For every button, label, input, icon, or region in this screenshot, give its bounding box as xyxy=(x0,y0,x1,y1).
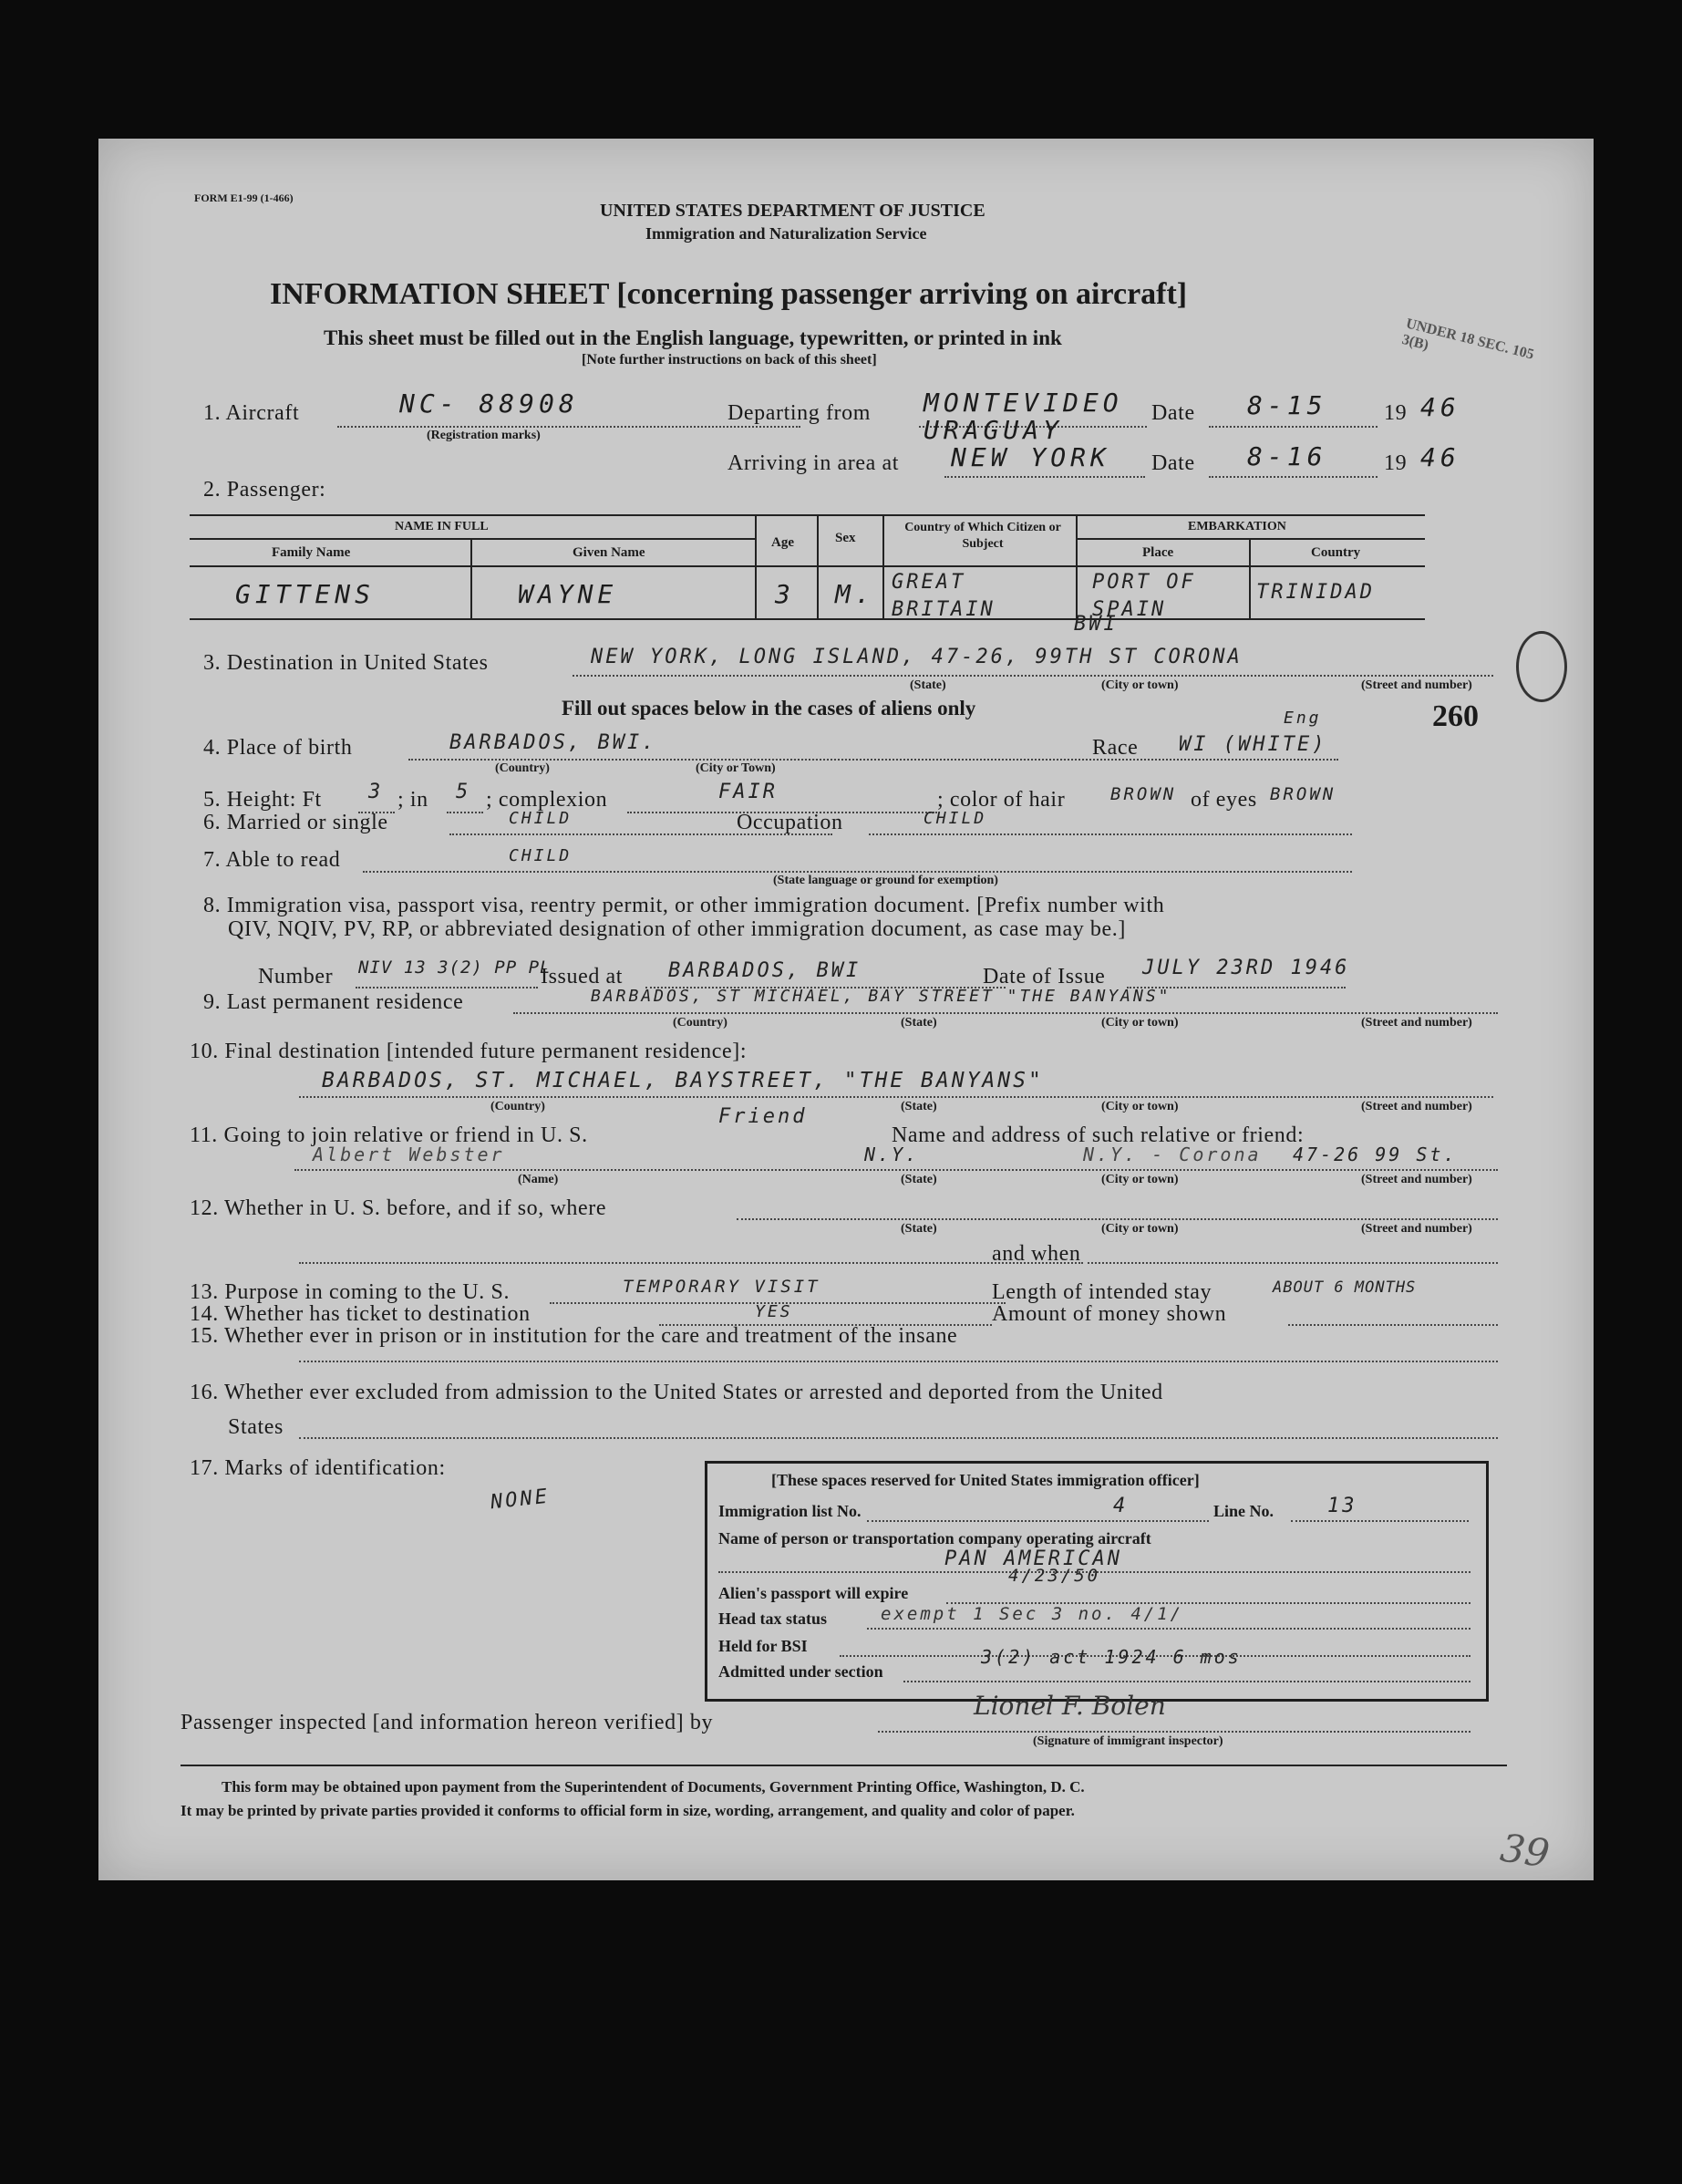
eyes-label: of eyes xyxy=(1191,788,1257,812)
purpose-value: TEMPORARY VISIT xyxy=(623,1277,820,1297)
service-heading: Immigration and Naturalization Service xyxy=(645,224,927,243)
complexion-label: ; complexion xyxy=(486,788,608,812)
birth-country-caption: (Country) xyxy=(495,761,550,775)
last-residence-label: 9. Last permanent residence xyxy=(203,990,464,1014)
list-no: 4 xyxy=(1113,1495,1129,1517)
lr-street-caption: (Street and number) xyxy=(1361,1016,1472,1030)
name-in-full-header: NAME IN FULL xyxy=(395,520,489,533)
height-label: 5. Height: Ft xyxy=(203,788,322,812)
embarkation-header: EMBARKATION xyxy=(1188,520,1286,533)
destination-value: NEW YORK, LONG ISLAND, 47-26, 99TH ST CORONA xyxy=(591,646,1243,668)
arriving-value: NEW YORK xyxy=(951,442,1110,472)
read-caption: (State language or ground for exemption) xyxy=(773,874,998,887)
lr-state-caption: (State) xyxy=(901,1016,937,1030)
visa-label-2: QIV, NQIV, PV, RP, or abbreviated designation of other immigration document, as case may be.] xyxy=(228,917,1126,941)
join-state: N.Y. xyxy=(864,1144,920,1165)
form-title: INFORMATION SHEET [concerning passenger arriving on aircraft] xyxy=(270,277,1188,311)
passport-label: Alien's passport will expire xyxy=(718,1584,909,1602)
age-header: Age xyxy=(771,535,794,550)
hair-value: BROWN xyxy=(1110,784,1177,804)
prison-label: 15. Whether ever in prison or in institution for the care and treatment of the insane xyxy=(190,1324,958,1348)
family-name-value: GITTENS xyxy=(235,579,376,609)
aliens-heading: Fill out spaces below in the cases of aliens only xyxy=(562,697,976,719)
money-label: Amount of money shown xyxy=(992,1302,1227,1326)
married-label: 6. Married or single xyxy=(203,811,388,834)
lr-country-caption: (Country) xyxy=(673,1016,727,1030)
height-in: 5 xyxy=(456,781,471,803)
depart-year-prefix: 19 xyxy=(1384,401,1408,425)
join-street-caption: (Street and number) xyxy=(1361,1173,1472,1186)
departing-label: Departing from xyxy=(727,401,872,425)
arrive-year: 46 xyxy=(1420,442,1460,472)
occupation-label: Occupation xyxy=(737,811,843,834)
married-value: CHILD xyxy=(509,809,573,828)
departing-value: MONTEVIDEO URAGUAY xyxy=(924,388,1123,445)
excluded-label-2: States xyxy=(228,1415,284,1439)
visa-date-label: Date of Issue xyxy=(983,965,1106,988)
ticket-label: 14. Whether has ticket to destination xyxy=(190,1302,531,1326)
page-number: 260 xyxy=(1432,699,1479,733)
arriving-label: Arriving in area at xyxy=(727,451,899,475)
dest-city-caption: (City or town) xyxy=(1101,678,1179,692)
eyes-value: BROWN xyxy=(1270,784,1336,804)
form-note: [Note further instructions on back of this sheet] xyxy=(582,352,877,367)
stay-value: ABOUT 6 MONTHS xyxy=(1273,1278,1417,1297)
passenger-label: 2. Passenger: xyxy=(203,478,326,502)
before-state-caption: (State) xyxy=(901,1222,937,1236)
list-label: Immigration list No. xyxy=(718,1502,862,1520)
arrive-date: 8-16 xyxy=(1247,441,1327,471)
fd-street-caption: (Street and number) xyxy=(1361,1100,1472,1113)
before-label: 12. Whether in U. S. before, and if so, where xyxy=(190,1196,607,1220)
race-note: Eng xyxy=(1284,709,1322,728)
emb-country-header: Country xyxy=(1311,545,1361,560)
dest-state-caption: (State) xyxy=(910,678,946,692)
inspected-label: Passenger inspected [and information hereon verified] by xyxy=(181,1711,714,1734)
information-sheet-page xyxy=(98,139,1594,1880)
arrive-date-label: Date xyxy=(1151,451,1195,475)
birth-city-caption: (City or Town) xyxy=(696,761,776,775)
registration-caption: (Registration marks) xyxy=(427,429,541,442)
before-city-caption: (City or town) xyxy=(1101,1222,1179,1236)
lr-city-caption: (City or town) xyxy=(1101,1016,1179,1030)
under-18-stamp: UNDER 18 SEC. 105 3(B) xyxy=(1400,316,1536,363)
place-header: Place xyxy=(1142,545,1174,560)
inspector-signature: Lionel F. Bolen xyxy=(974,1691,1166,1721)
join-value: Friend xyxy=(718,1105,808,1128)
embark-country-value: TRINIDAD xyxy=(1256,581,1375,604)
company-value: PAN AMERICAN xyxy=(944,1547,1122,1570)
join-state-caption: (State) xyxy=(901,1173,937,1186)
occupation-value: CHILD xyxy=(924,809,987,828)
visa-date: JULY 23RD 1946 xyxy=(1142,957,1350,979)
join-city: N.Y. - Corona xyxy=(1083,1144,1262,1165)
read-value: CHILD xyxy=(509,846,573,865)
family-name-header: Family Name xyxy=(272,545,351,560)
aircraft-value: NC- 88908 xyxy=(399,388,579,419)
hair-label: ; color of hair xyxy=(937,788,1066,812)
citizen-value: GREAT BRITAIN xyxy=(892,571,996,621)
visa-label: 8. Immigration visa, passport visa, reentry permit, or other immigration document. [Prefix number with xyxy=(203,894,1165,917)
join-name: Albert Webster xyxy=(313,1144,505,1165)
sex-value: M. xyxy=(835,579,875,609)
join-label: 11. Going to join relative or friend in U. S. xyxy=(190,1123,588,1147)
age-value: 3 xyxy=(775,579,795,609)
excluded-label: 16. Whether ever excluded from admission to the United States or arrested and deported from the United xyxy=(190,1381,1163,1404)
visa-issued: BARBADOS, BWI xyxy=(668,959,862,982)
visa-number-label: Number xyxy=(258,965,334,988)
depart-date: 8-15 xyxy=(1247,390,1327,420)
margin-note: 39 xyxy=(1497,1825,1553,1877)
last-residence-value: BARBADOS, ST MICHAEL, BAY STREET "THE BANYANS" xyxy=(591,987,1171,1006)
sex-header: Sex xyxy=(835,531,856,545)
arrive-year-prefix: 19 xyxy=(1384,451,1408,475)
line-no: 13 xyxy=(1327,1495,1357,1517)
final-destination-value: BARBADOS, ST. MICHAEL, BAYSTREET, "THE BANYANS" xyxy=(322,1069,1044,1092)
before-street-caption: (Street and number) xyxy=(1361,1222,1472,1236)
read-label: 7. Able to read xyxy=(203,848,341,872)
headtax-label: Head tax status xyxy=(718,1610,828,1628)
embark-place-value: PORT OF SPAIN xyxy=(1092,571,1196,621)
marks-label: 17. Marks of identification: xyxy=(190,1456,446,1480)
given-name-header: Given Name xyxy=(573,545,645,560)
final-destination-label: 10. Final destination [intended future permanent residence]: xyxy=(190,1040,748,1063)
purpose-label: 13. Purpose in coming to the U. S. xyxy=(190,1280,511,1304)
join-name-label: Name and address of such relative or friend: xyxy=(892,1123,1305,1147)
join-city-caption: (City or town) xyxy=(1101,1173,1179,1186)
signature-caption: (Signature of immigrant inspector) xyxy=(1033,1734,1223,1748)
birth-value: BARBADOS, BWI. xyxy=(449,731,657,754)
circle-mark xyxy=(1516,631,1567,702)
officer-box-title: [These spaces reserved for United States immigration officer] xyxy=(771,1471,1200,1489)
citizen-header: Country of Which Citizen or Subject xyxy=(904,521,1061,551)
dest-street-caption: (Street and number) xyxy=(1361,678,1472,692)
company-label: Name of person or transportation company operating aircraft xyxy=(718,1529,1151,1547)
line-label: Line No. xyxy=(1213,1502,1274,1520)
marks-value: NONE xyxy=(489,1485,552,1515)
ticket-value: YES xyxy=(755,1302,793,1321)
department-heading: UNITED STATES DEPARTMENT OF JUSTICE xyxy=(600,201,985,221)
footer-line-1: This form may be obtained upon payment from the Superintendent of Documents, Government Printing Office, Washington, D. C. xyxy=(222,1778,1085,1796)
race-value: WI (WHITE) xyxy=(1179,733,1327,756)
fd-state-caption: (State) xyxy=(901,1100,937,1113)
stay-label: Length of intended stay xyxy=(992,1280,1212,1304)
complexion-value: FAIR xyxy=(718,781,778,803)
depart-date-label: Date xyxy=(1151,401,1195,425)
section-label: Admitted under section xyxy=(718,1662,883,1681)
height-in-label: ; in xyxy=(397,788,428,812)
birth-label: 4. Place of birth xyxy=(203,736,353,760)
fd-city-caption: (City or town) xyxy=(1101,1100,1179,1113)
footer-line-2: It may be printed by private parties provided it conforms to official form in size, wording, arrangement, and quality and color of paper. xyxy=(181,1802,1075,1819)
aircraft-label: 1. Aircraft xyxy=(203,401,300,425)
join-street: 47-26 99 St. xyxy=(1293,1144,1458,1165)
before-when-label: and when xyxy=(992,1242,1081,1266)
visa-issued-label: Issued at xyxy=(541,965,624,988)
section-value: 3(2) act 1924 6 mos xyxy=(981,1646,1242,1668)
visa-number: NIV 13 3(2) PP PL xyxy=(358,957,552,978)
form-subtitle: This sheet must be filled out in the English language, typewritten, or printed in ink xyxy=(324,326,1062,349)
race-label: Race xyxy=(1092,736,1139,760)
citizen-note: BWI xyxy=(1074,613,1119,636)
form-number: FORM E1-99 (1-466) xyxy=(194,191,294,204)
given-name-value: WAYNE xyxy=(518,579,618,609)
fd-country-caption: (Country) xyxy=(490,1100,545,1113)
height-ft: 3 xyxy=(368,781,384,803)
passport-value: 4/23/50 xyxy=(1008,1566,1101,1586)
destination-label: 3. Destination in United States xyxy=(203,651,489,675)
join-name-caption: (Name) xyxy=(518,1173,559,1186)
bsi-label: Held for BSI xyxy=(718,1637,808,1655)
depart-year: 46 xyxy=(1420,392,1460,422)
officer-box xyxy=(705,1461,1489,1702)
headtax-value: exempt 1 Sec 3 no. 4/1/ xyxy=(881,1604,1184,1624)
